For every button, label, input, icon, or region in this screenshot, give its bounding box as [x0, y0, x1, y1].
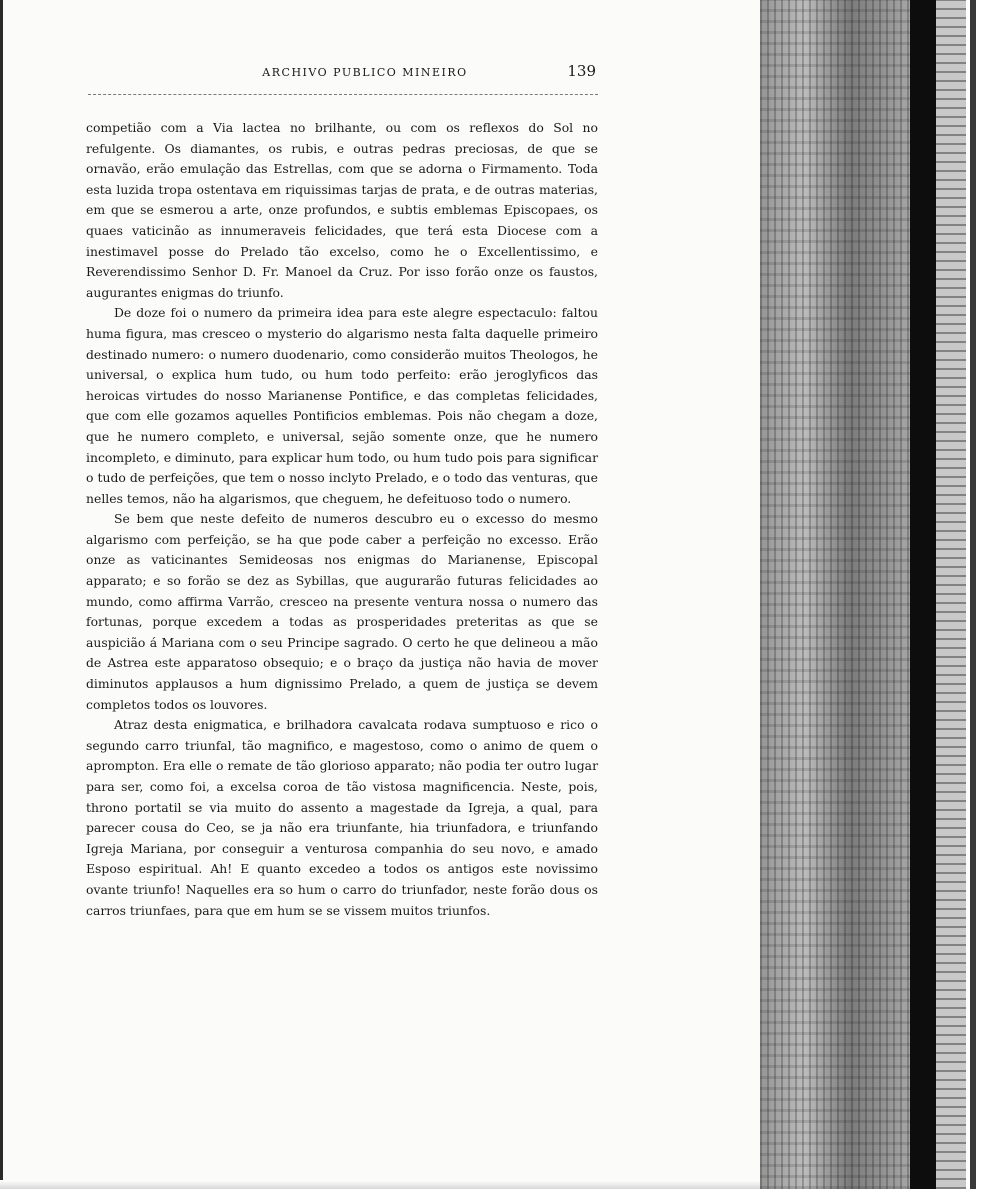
paragraph: Atraz desta enigmatica, e brilhadora cavalcata rodava sumptuoso e rico o segundo carro triunfal, tão magnifico, e magestoso, como o animo de quem o aprompton. Era elle o remate de tão glorioso apparato; não podia ter outro lugar para ser, como foi, a excelsa coroa de tão vistosa magnificencia. Neste, pois, throno portatil se via muito do assento a magestade da Igreja, a qual, para parecer cousa do Ceo, se ja não era triunfante, hia triunfadora, e triunfando Igreja Mariana, por conseguir a venturosa companhia do seu novo, e amado Esposo espiritual. Ah! E quanto excedeo a todos os antigos este novissimo ovante triunfo! Naquelles era so hum o carro do triunfador, neste forão dous os carros triunfaes, para que em hum se se vissem muitos triunfos. — [86, 717, 598, 918]
page-left-edge — [0, 0, 3, 1189]
running-title: ARCHIVO PUBLICO MINEIRO — [262, 66, 468, 79]
spine-outer-edge — [970, 0, 976, 1189]
book-spine — [760, 0, 981, 1189]
page-number: 139 — [567, 62, 596, 80]
running-head — [230, 62, 596, 86]
paragraph: competião com a Via lactea no brilhante, ou com os reflexos do Sol no refulgente. Os diamantes, os rubis, e outras pedras preciosas, de que se ornavão, erão emulação das Estrellas, com que se adorna o Firmamento. Toda esta luzida tropa ostentava em riquissimas tarjas de prata, e de outras materias, em que se esmerou a arte, onze profundos, e subtis emblemas Episcopaes, os quaes vaticinão as innumeraveis felicidades, que terá esta Diocese com a inestimavel posse do Prelado tão excelso, como he o Excellentissimo, e Reverendissimo Senhor D. Fr. Manoel da Cruz. Por isso forão onze os faustos, augurantes enigmas do triunfo. — [86, 120, 598, 300]
page-bottom-edge — [0, 1180, 760, 1189]
paragraph: Se bem que neste defeito de numeros descubro eu o excesso do mesmo algarismo com perfeição, se ha que pode caber a perfeição no excesso. Erão onze as vaticinantes Semideosas nos enigmas do Marianense, Episcopal apparato; e so forão se dez as Sybillas, que augurarão futuras felicidades ao mundo, como affirma Varrão, cresceo na presente ventura nossa o numero das fortunas, porque excedem a todas as prosperidades preteritas as que se auspicião á Mariana com o seu Principe sagrado. O certo he que delineou a mão de Astrea este apparatoso obsequio; e o braço da justiça não havia de mover diminutos applausos a hum dignissimo Prelado, a quem de justiça se devem completos todos os louvores. — [86, 511, 598, 712]
header-rule — [88, 94, 598, 96]
body-text — [86, 118, 598, 921]
spine-dark-band — [910, 0, 936, 1189]
paragraph: De doze foi o numero da primeira idea para este alegre espectaculo: faltou huma figura, mas cresceo o mysterio do algarismo nesta falta daquelle primeiro destinado numero: o numero duodenario, como considerão muitos Theologos, he universal, o explica hum tudo, ou hum todo perfeito: erão jeroglyficos das heroicas virtudes do nosso Marianense Pontifice, e das completas felicidades, que com elle gozamos aquelles Pontificios emblemas. Pois não chegam a doze, que he numero completo, e universal, sejão somente onze, que he numero incompleto, e diminuto, para explicar hum todo, ou hum tudo pois para significar o tudo de perfeições, que tem o nosso inclyto Prelado, e o todo das venturas, que nelles temos, não ha algarismos, que cheguem, he defeituoso todo o numero. — [86, 305, 598, 506]
spine-edge-texture — [936, 0, 966, 1189]
spine-texture — [760, 0, 910, 1189]
